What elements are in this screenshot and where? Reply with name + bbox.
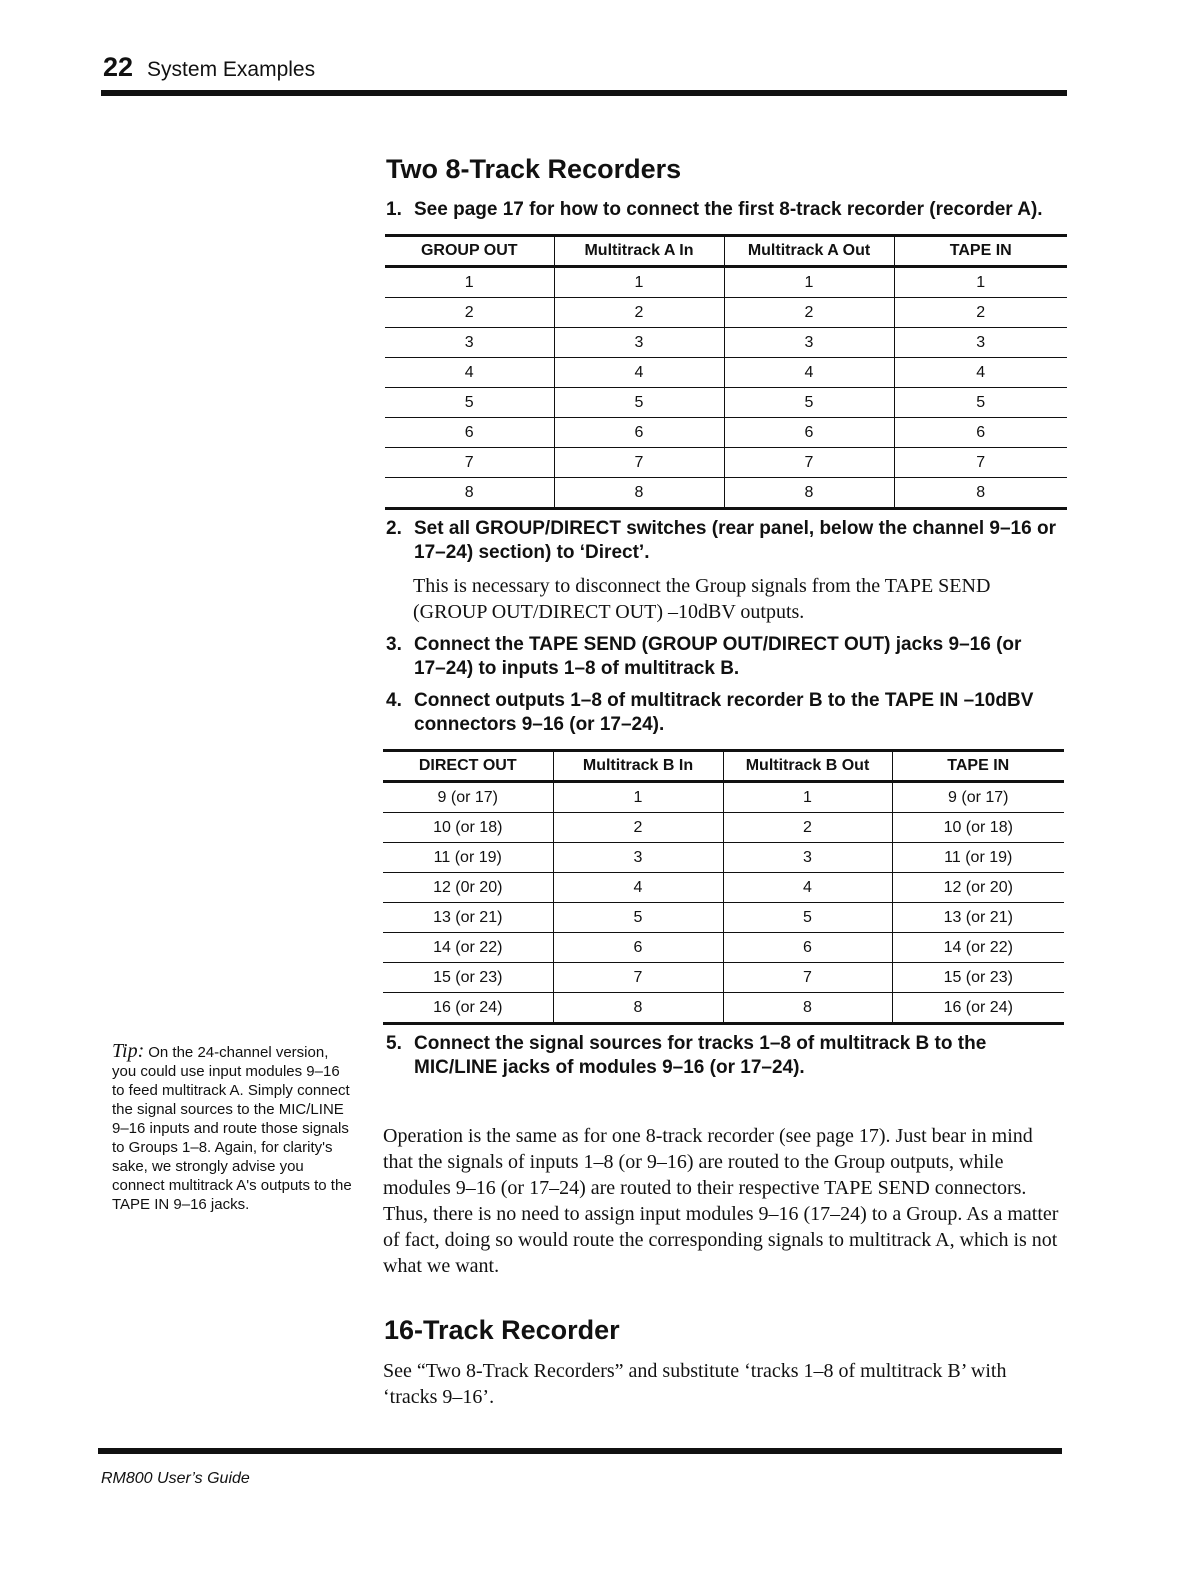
table-row bbox=[385, 388, 1067, 418]
step-4-text: Connect outputs 1–8 of multitrack recorder B to the TAPE IN –10dBV connectors 9–16 (or 17–24). bbox=[414, 690, 1034, 735]
table-row bbox=[383, 843, 1064, 873]
table-cell: 8 bbox=[553, 993, 723, 1024]
table-cell: 9 (or 17) bbox=[383, 782, 553, 813]
header-rule bbox=[101, 90, 1067, 96]
footer-text: RM800 User’s Guide bbox=[101, 1470, 250, 1487]
step-5-text: Connect the signal sources for tracks 1–8 of multitrack B to the MIC/LINE jacks of modules 9–16 (or 17–24). bbox=[414, 1033, 987, 1078]
table-cell: 15 (or 23) bbox=[892, 963, 1064, 993]
table-cell: 12 (0r 20) bbox=[383, 873, 553, 903]
table-row bbox=[383, 903, 1064, 933]
table-cell: 4 bbox=[723, 873, 892, 903]
table-direct-out bbox=[383, 749, 1064, 1025]
step-2-text: Set all GROUP/DIRECT switches (rear panel, below the channel 9–16 or 17–24) section) to ‘Direct’. bbox=[414, 518, 1056, 563]
table-cell: 7 bbox=[554, 448, 724, 478]
table-cell: 14 (or 22) bbox=[383, 933, 553, 963]
step-1-number: 1. bbox=[386, 199, 402, 220]
table-cell: 2 bbox=[723, 813, 892, 843]
section2-paragraph: See “Two 8-Track Recorders” and substitute ‘tracks 1–8 of multitrack B’ with ‘tracks 9–16’. bbox=[383, 1360, 1007, 1408]
table-cell: 15 (or 23) bbox=[383, 963, 553, 993]
table-cell: 3 bbox=[724, 328, 894, 358]
table-cell: 10 (or 18) bbox=[892, 813, 1064, 843]
heading-16-track: 16-Track Recorder bbox=[384, 1315, 620, 1345]
tip-text: On the 24-channel version, you could use input modules 9–16 to feed multitrack A. Simply connect the signal sources to the MIC/LINE 9–16 inputs and route those signals to Groups 1–8. Again, for clarity's sake, we strongly advise you connect multitrack A's outputs to the TAPE IN 9–16 jacks. bbox=[112, 1044, 352, 1213]
col-header: TAPE IN bbox=[892, 751, 1064, 782]
table-cell: 13 (or 21) bbox=[892, 903, 1064, 933]
table-cell: 8 bbox=[724, 478, 894, 509]
table-row bbox=[383, 813, 1064, 843]
table-row bbox=[385, 418, 1067, 448]
table-cell: 14 (or 22) bbox=[892, 933, 1064, 963]
table-cell: 13 (or 21) bbox=[383, 903, 553, 933]
table-cell: 7 bbox=[385, 448, 554, 478]
table-group-out bbox=[385, 234, 1067, 510]
col-header: Multitrack A Out bbox=[724, 236, 894, 267]
table-cell: 7 bbox=[723, 963, 892, 993]
table-cell: 4 bbox=[554, 358, 724, 388]
table-cell: 1 bbox=[554, 267, 724, 298]
table-row bbox=[383, 782, 1064, 813]
page-number: 22 bbox=[103, 52, 134, 82]
table-row bbox=[383, 993, 1064, 1024]
step-2-number: 2. bbox=[386, 518, 402, 539]
table-cell: 5 bbox=[385, 388, 554, 418]
table-cell: 12 (or 20) bbox=[892, 873, 1064, 903]
table-cell: 1 bbox=[723, 782, 892, 813]
table-cell: 4 bbox=[894, 358, 1067, 388]
table-cell: 2 bbox=[554, 298, 724, 328]
table-row bbox=[385, 328, 1067, 358]
table-cell: 5 bbox=[554, 388, 724, 418]
table-row bbox=[383, 873, 1064, 903]
col-header: Multitrack B In bbox=[553, 751, 723, 782]
table-cell: 5 bbox=[894, 388, 1067, 418]
table-cell: 6 bbox=[554, 418, 724, 448]
table-cell: 6 bbox=[723, 933, 892, 963]
table-row bbox=[383, 933, 1064, 963]
table-cell: 5 bbox=[723, 903, 892, 933]
table-row bbox=[383, 963, 1064, 993]
table-cell: 4 bbox=[385, 358, 554, 388]
table-cell: 11 (or 19) bbox=[383, 843, 553, 873]
col-header: GROUP OUT bbox=[385, 236, 554, 267]
step-5-number: 5. bbox=[386, 1033, 402, 1054]
table-row bbox=[385, 358, 1067, 388]
table-cell: 6 bbox=[724, 418, 894, 448]
table-cell: 8 bbox=[894, 478, 1067, 509]
table-cell: 8 bbox=[723, 993, 892, 1024]
table-cell: 7 bbox=[724, 448, 894, 478]
heading-two-8-track: Two 8-Track Recorders bbox=[386, 154, 682, 184]
table-cell: 3 bbox=[553, 843, 723, 873]
table-cell: 6 bbox=[553, 933, 723, 963]
page-header bbox=[103, 52, 315, 83]
table-cell: 4 bbox=[724, 358, 894, 388]
step-3-number: 3. bbox=[386, 634, 402, 655]
table-cell: 3 bbox=[554, 328, 724, 358]
table-row bbox=[385, 448, 1067, 478]
table-cell: 2 bbox=[553, 813, 723, 843]
table-cell: 3 bbox=[723, 843, 892, 873]
section-title: System Examples bbox=[147, 58, 316, 81]
col-header: TAPE IN bbox=[894, 236, 1067, 267]
table-cell: 9 (or 17) bbox=[892, 782, 1064, 813]
table-cell: 5 bbox=[724, 388, 894, 418]
tip-label: Tip: bbox=[112, 1040, 145, 1062]
table-cell: 16 (or 24) bbox=[892, 993, 1064, 1024]
table-row bbox=[385, 267, 1067, 298]
table-cell: 5 bbox=[553, 903, 723, 933]
step-3-text: Connect the TAPE SEND (GROUP OUT/DIRECT OUT) jacks 9–16 (or 17–24) to inputs 1–8 of multitrack B. bbox=[414, 634, 1022, 679]
col-header: Multitrack B Out bbox=[723, 751, 892, 782]
table-cell: 6 bbox=[385, 418, 554, 448]
table-cell: 7 bbox=[553, 963, 723, 993]
tip-sidebar bbox=[112, 1042, 352, 1214]
table-cell: 10 (or 18) bbox=[383, 813, 553, 843]
footer-rule bbox=[98, 1448, 1062, 1454]
step-4-number: 4. bbox=[386, 690, 402, 711]
col-header: DIRECT OUT bbox=[383, 751, 553, 782]
body-paragraph: Operation is the same as for one 8-track recorder (see page 17). Just bear in mind that the signals of inputs 1–8 (or 9–16) are routed to the Group outputs, while modules 9–16 (or 17–24) are routed to their respective TAPE SEND connectors. Thus, there is no need to assign input modules 9–16 (17–24) to a Group. As a matter of fact, doing so would route the corresponding signals to multitrack A, which is not what we want. bbox=[383, 1125, 1059, 1277]
table-cell: 1 bbox=[724, 267, 894, 298]
table-cell: 2 bbox=[385, 298, 554, 328]
table-cell: 8 bbox=[554, 478, 724, 509]
table-cell: 3 bbox=[385, 328, 554, 358]
table-cell: 1 bbox=[894, 267, 1067, 298]
table-cell: 11 (or 19) bbox=[892, 843, 1064, 873]
table-cell: 16 (or 24) bbox=[383, 993, 553, 1024]
step-2-note: This is necessary to disconnect the Group signals from the TAPE SEND (GROUP OUT/DIRECT OUT) –10dBV outputs. bbox=[413, 575, 991, 623]
table-row bbox=[385, 298, 1067, 328]
table-cell: 1 bbox=[553, 782, 723, 813]
table-cell: 4 bbox=[553, 873, 723, 903]
table-cell: 7 bbox=[894, 448, 1067, 478]
table-cell: 1 bbox=[385, 267, 554, 298]
table-cell: 8 bbox=[385, 478, 554, 509]
table-cell: 6 bbox=[894, 418, 1067, 448]
table-cell: 3 bbox=[894, 328, 1067, 358]
step-1-text: See page 17 for how to connect the first 8-track recorder (recorder A). bbox=[414, 199, 1043, 220]
table-cell: 2 bbox=[894, 298, 1067, 328]
table-row bbox=[385, 478, 1067, 509]
table-cell: 2 bbox=[724, 298, 894, 328]
col-header: Multitrack A In bbox=[554, 236, 724, 267]
